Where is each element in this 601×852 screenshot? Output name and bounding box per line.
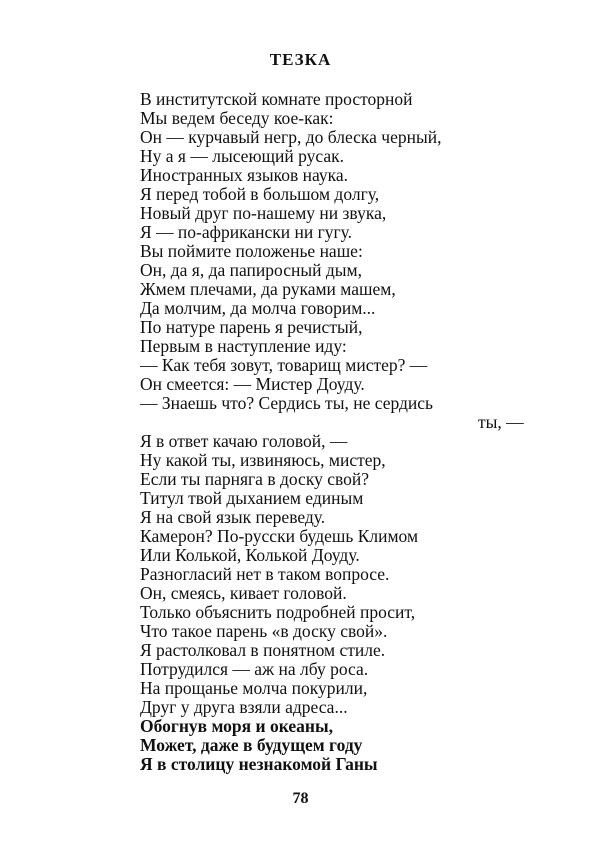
poem-line-continuation: ты, — bbox=[478, 412, 524, 432]
poem-line: Он, да я, да папиросный дым, bbox=[140, 260, 362, 280]
poem-line: Первым в наступление иду: bbox=[140, 336, 347, 356]
poem-line: Я на свой язык переведу. bbox=[140, 507, 326, 527]
page-number: 78 bbox=[292, 790, 309, 807]
poem-line: Я растолковал в понятном стиле. bbox=[140, 640, 386, 660]
poem-line: Я в ответ качаю головой, — bbox=[140, 431, 348, 451]
poem-line: На прощанье молча покурили, bbox=[140, 678, 368, 698]
poem-line: Я — по-африкански ни гугу. bbox=[140, 222, 353, 242]
poem-line: Что такое парень «в доску свой». bbox=[140, 621, 388, 641]
poem-line: Может, даже в будущем году bbox=[140, 735, 363, 755]
poem-line: Да молчим, да молча говорим... bbox=[140, 298, 376, 318]
poem-line: Друг у друга взяли адреса... bbox=[140, 697, 348, 717]
poem-line: Потрудился — аж на лбу роса. bbox=[140, 659, 369, 679]
poem-line: — Знаешь что? Сердись ты, не сердись bbox=[140, 393, 433, 413]
poem-line: Я в столицу незнакомой Ганы bbox=[140, 754, 378, 774]
poem-line: Он смеется: — Мистер Доуду. bbox=[140, 374, 365, 394]
poem-line: Я перед тобой в большом долгу, bbox=[140, 184, 380, 204]
poem-line: Ну какой ты, извиняюсь, мистер, bbox=[140, 450, 386, 470]
poem-line: Разногласий нет в таком вопросе. bbox=[140, 564, 390, 584]
poem-line: Вы поймите положенье наше: bbox=[140, 241, 363, 261]
poem-line: В институтской комнате просторной bbox=[140, 89, 413, 109]
poem-line: Иностранных языков наука. bbox=[140, 165, 349, 185]
poem-line: Обогнув моря и океаны, bbox=[140, 716, 333, 736]
poem-line: Или Колькой, Колькой Доуду. bbox=[140, 545, 360, 565]
poem-line: Мы ведем беседу кое-как: bbox=[140, 108, 334, 128]
poem-line: Он, смеясь, кивает головой. bbox=[140, 583, 347, 603]
poem-line: Если ты парняга в доску свой? bbox=[140, 469, 369, 489]
poem-line: Только объяснить подробней просит, bbox=[140, 602, 416, 622]
poem-line: Камерон? По-русски будешь Климом bbox=[140, 526, 419, 546]
poem-line: Он — курчавый негр, до блеска черный, bbox=[140, 127, 442, 147]
poem-line: По натуре парень я речистый, bbox=[140, 317, 363, 337]
poem-line: — Как тебя зовут, товарищ мистер? — bbox=[140, 355, 428, 375]
poem-line: Новый друг по-нашему ни звука, bbox=[140, 203, 387, 223]
poem-line: Ну а я — лысеющий русак. bbox=[140, 146, 344, 166]
poem-line: Титул твой дыханием единым bbox=[140, 488, 364, 508]
poem-title: ТЕЗКА bbox=[269, 50, 332, 69]
poem-line: Жмем плечами, да руками машем, bbox=[140, 279, 396, 299]
